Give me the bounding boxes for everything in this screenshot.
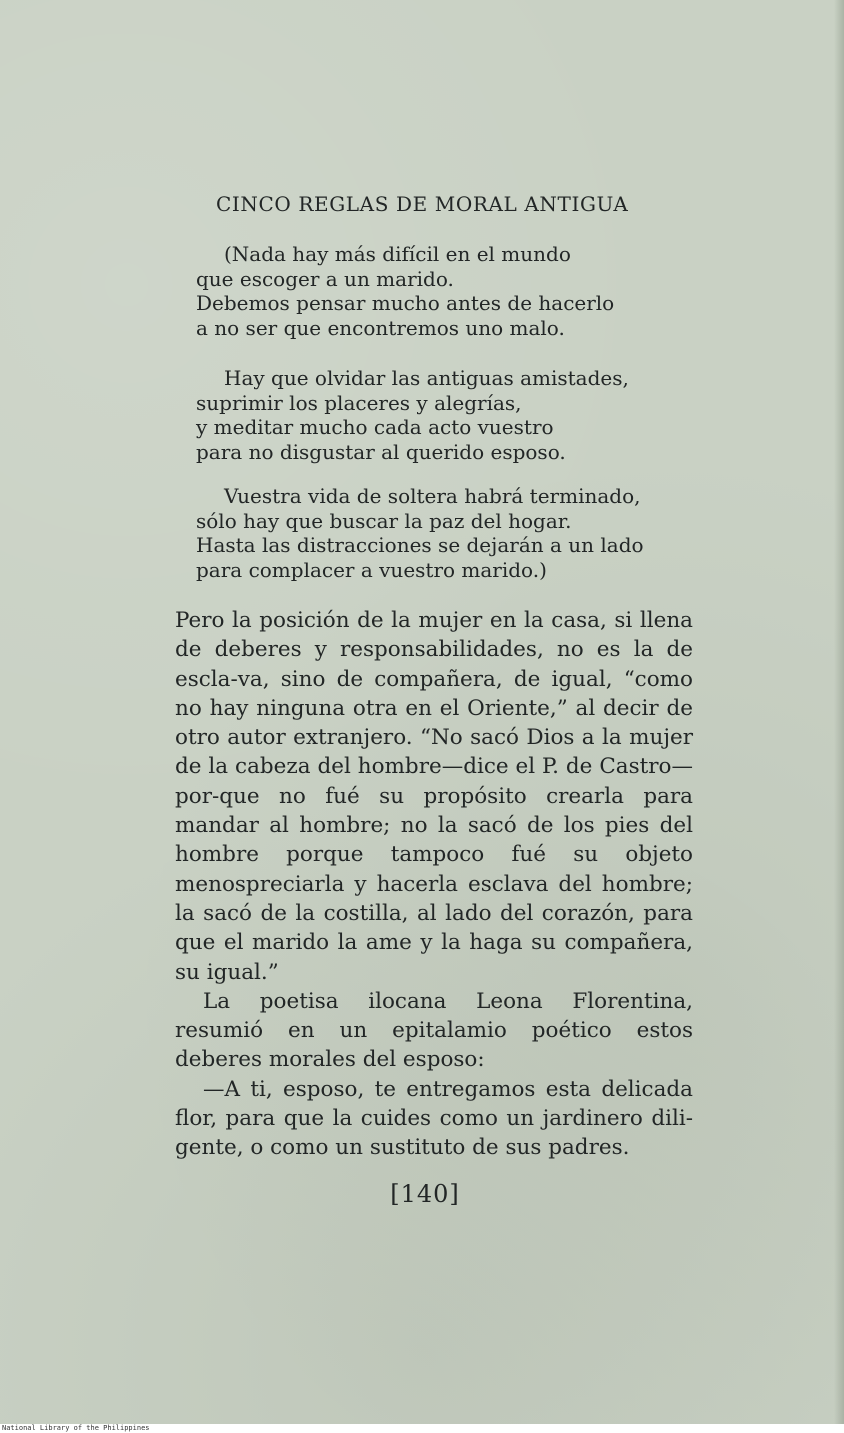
poem-line: (Nada hay más difícil en el mundo bbox=[224, 242, 571, 266]
poem-stanza-1 bbox=[196, 242, 656, 340]
poem-line: Vuestra vida de soltera habrá terminado, bbox=[224, 484, 641, 508]
poem-stanza-3 bbox=[196, 484, 656, 582]
poem-line: y meditar mucho cada acto vuestro bbox=[196, 415, 554, 439]
poem-stanza-2 bbox=[196, 366, 656, 464]
page-edge-shadow bbox=[834, 0, 844, 1424]
poem-line: para complacer a vuestro marido.) bbox=[196, 557, 547, 582]
page-number: [140] bbox=[390, 1180, 460, 1208]
footer-credit: National Library of the Philippines bbox=[0, 1424, 844, 1433]
poem-line: que escoger a un marido. bbox=[196, 266, 454, 291]
running-title: CINCO REGLAS DE MORAL ANTIGUA bbox=[216, 192, 629, 216]
poem-line: Hay que olvidar las antiguas amistades, bbox=[224, 366, 629, 390]
paragraph: Pero la posición de la mujer en la casa, si llena de deberes y responsabilidades, no es la de escla-va, sino de compañera, de igual, “como no hay ninguna otra en el Oriente,” al decir de otro autor extranjero. “No sacó Dios a la mujer de la cabeza del hombre—dice el P. de Castro—por-que no fué su propósito crearla para mandar al hombre; no la sacó de los pies del hombre porque tampoco fué su objeto menospreciarla y hacerla esclava del hombre; la sacó de la costilla, al lado del corazón, para que el marido la ame y la haga su compañera, su igual.” bbox=[175, 608, 693, 985]
body-text bbox=[175, 606, 693, 1163]
poem-line: Debemos pensar mucho antes de hacerlo bbox=[196, 291, 615, 315]
poem-line: sólo hay que buscar la paz del hogar. bbox=[196, 508, 572, 533]
poem-line: para no disgustar al querido esposo. bbox=[196, 439, 566, 464]
poem-line: suprimir los placeres y alegrías, bbox=[196, 390, 522, 415]
paragraph: La poetisa ilocana Leona Florentina, resumió en un epitalamio poético estos deberes morales del esposo: bbox=[175, 988, 693, 1073]
paragraph: —A ti, esposo, te entregamos esta delicada flor, para que la cuides como un jardinero dili-gente, o como un sustituto de sus padres. bbox=[175, 1076, 693, 1161]
poem-line: Hasta las distracciones se dejarán a un lado bbox=[196, 533, 644, 557]
poem-line: a no ser que encontremos uno malo. bbox=[196, 315, 565, 340]
